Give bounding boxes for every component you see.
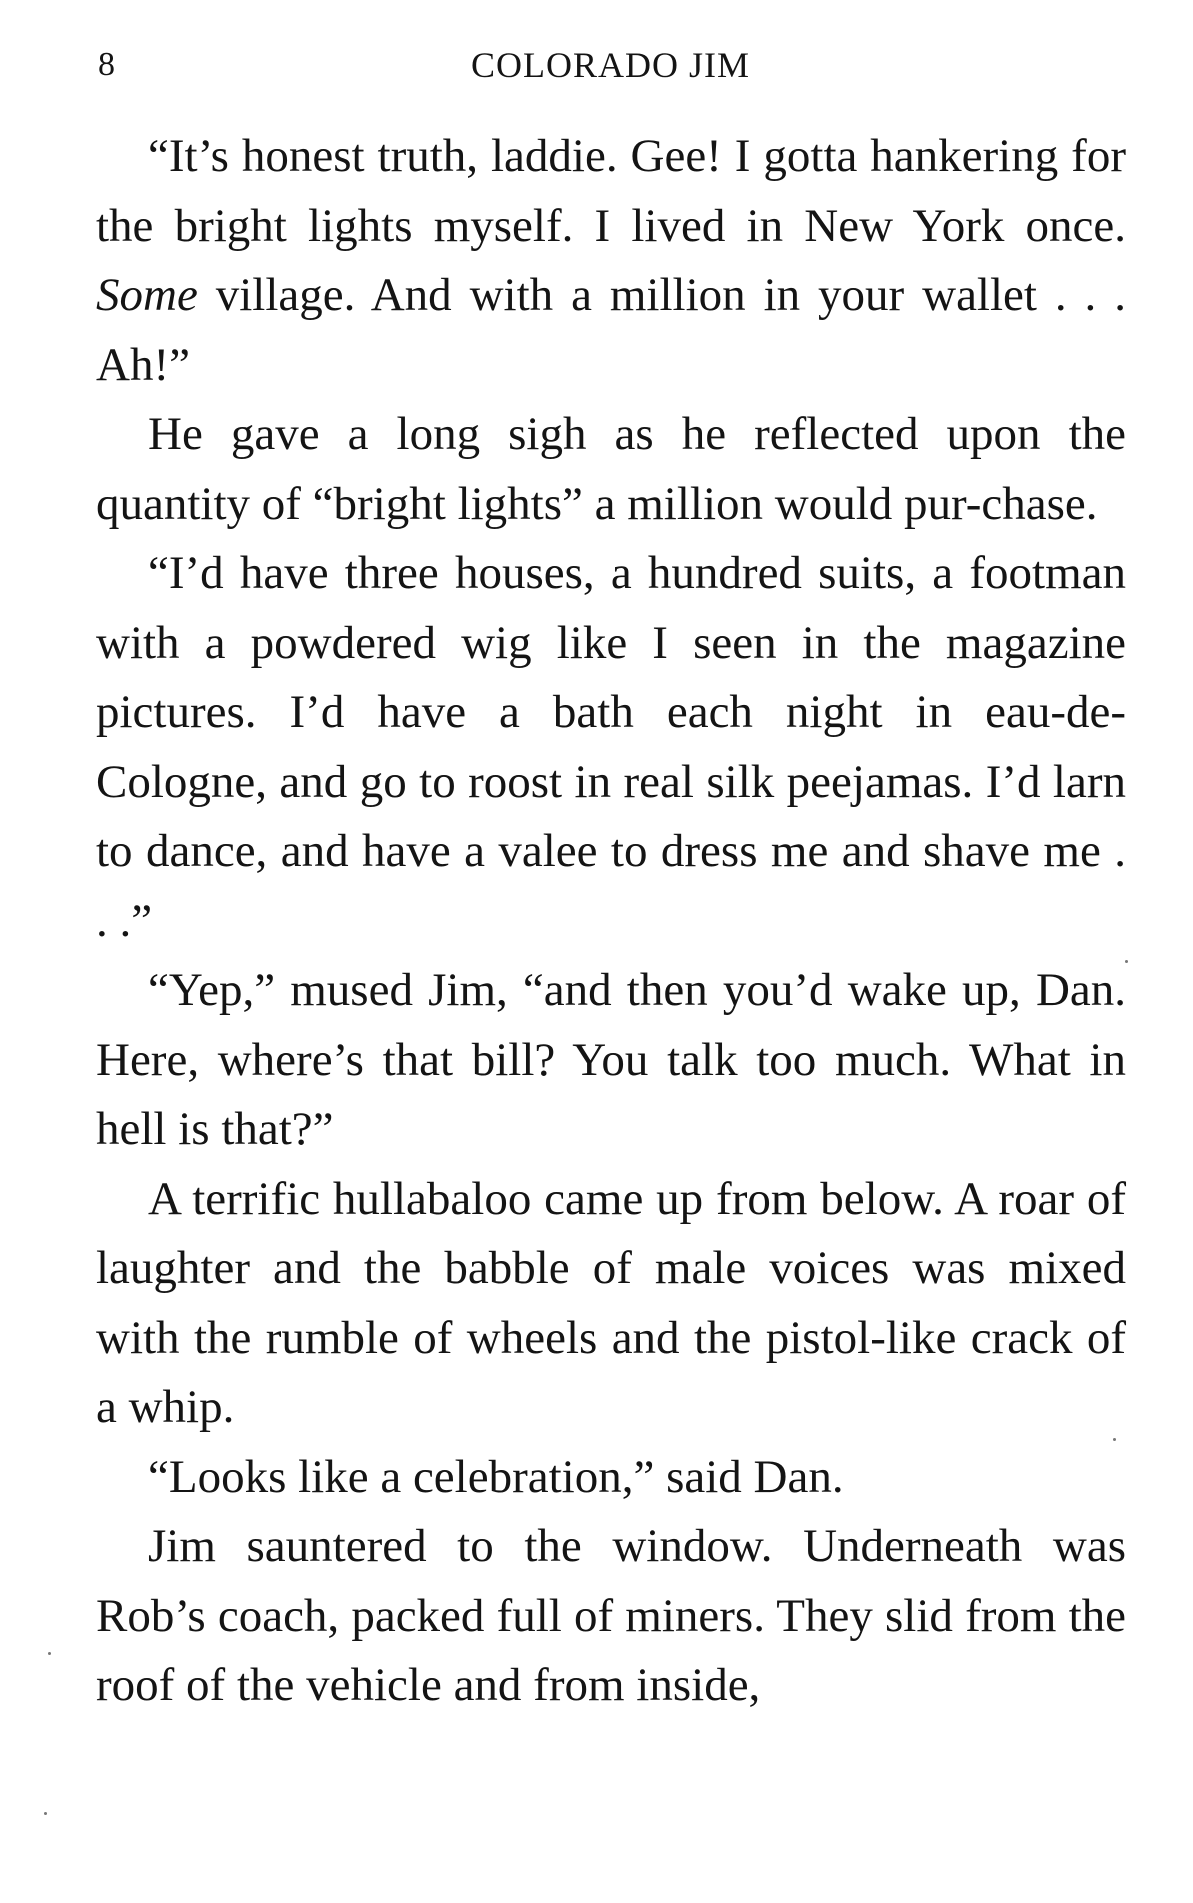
text-segment: “It’s honest truth, laddie. Gee! I gotta hankering for the bright lights myself. I lived in New York once. xyxy=(96,130,1126,252)
text-segment: He gave a long sigh as he reflected upon the quantity of “bright lights” a million would pur-chase. xyxy=(96,408,1126,530)
text-segment: village. And with a million in your wallet . . . Ah!” xyxy=(96,269,1126,391)
text-segment: A terrific hullabaloo came up from below. A roar of laughter and the babble of male voices was mixed with the rumble of wheels and the pistol-like crack of a whip. xyxy=(96,1172,1126,1433)
paragraph xyxy=(96,400,1126,539)
page-header xyxy=(98,40,1123,90)
paragraph xyxy=(96,539,1126,956)
paragraph xyxy=(96,1443,1126,1513)
text-segment: “Yep,” mused Jim, “and then you’d wake up, Dan. Here, where’s that bill? You talk too much. What in hell is that?” xyxy=(96,964,1126,1155)
body-text xyxy=(96,122,1126,1721)
paragraph xyxy=(96,1165,1126,1443)
scan-speck xyxy=(44,1812,47,1815)
scan-speck xyxy=(1113,1438,1116,1441)
text-segment: “I’d have three houses, a hundred suits, a footman with a powdered wig like I seen in the magazine pictures. I’d have a bath each night in eau-de-Cologne, and go to roost in real silk peejamas. I’d larn to dance, and have a valee to dress me and shave me . . .” xyxy=(96,547,1126,947)
scan-speck xyxy=(1125,960,1128,963)
running-head: COLORADO JIM xyxy=(470,45,750,85)
text-segment: “Looks like a celebration,” said Dan. xyxy=(148,1450,844,1503)
paragraph xyxy=(96,122,1126,400)
paragraph xyxy=(96,956,1126,1165)
italic-text-segment: Some xyxy=(96,269,198,321)
page-number: 8 xyxy=(98,46,115,83)
scan-speck xyxy=(48,1652,51,1655)
paragraph xyxy=(96,1512,1126,1721)
text-segment: Jim sauntered to the window. Underneath was Rob’s coach, packed full of miners. They slid from the roof of the vehicle and from inside, xyxy=(96,1520,1126,1711)
